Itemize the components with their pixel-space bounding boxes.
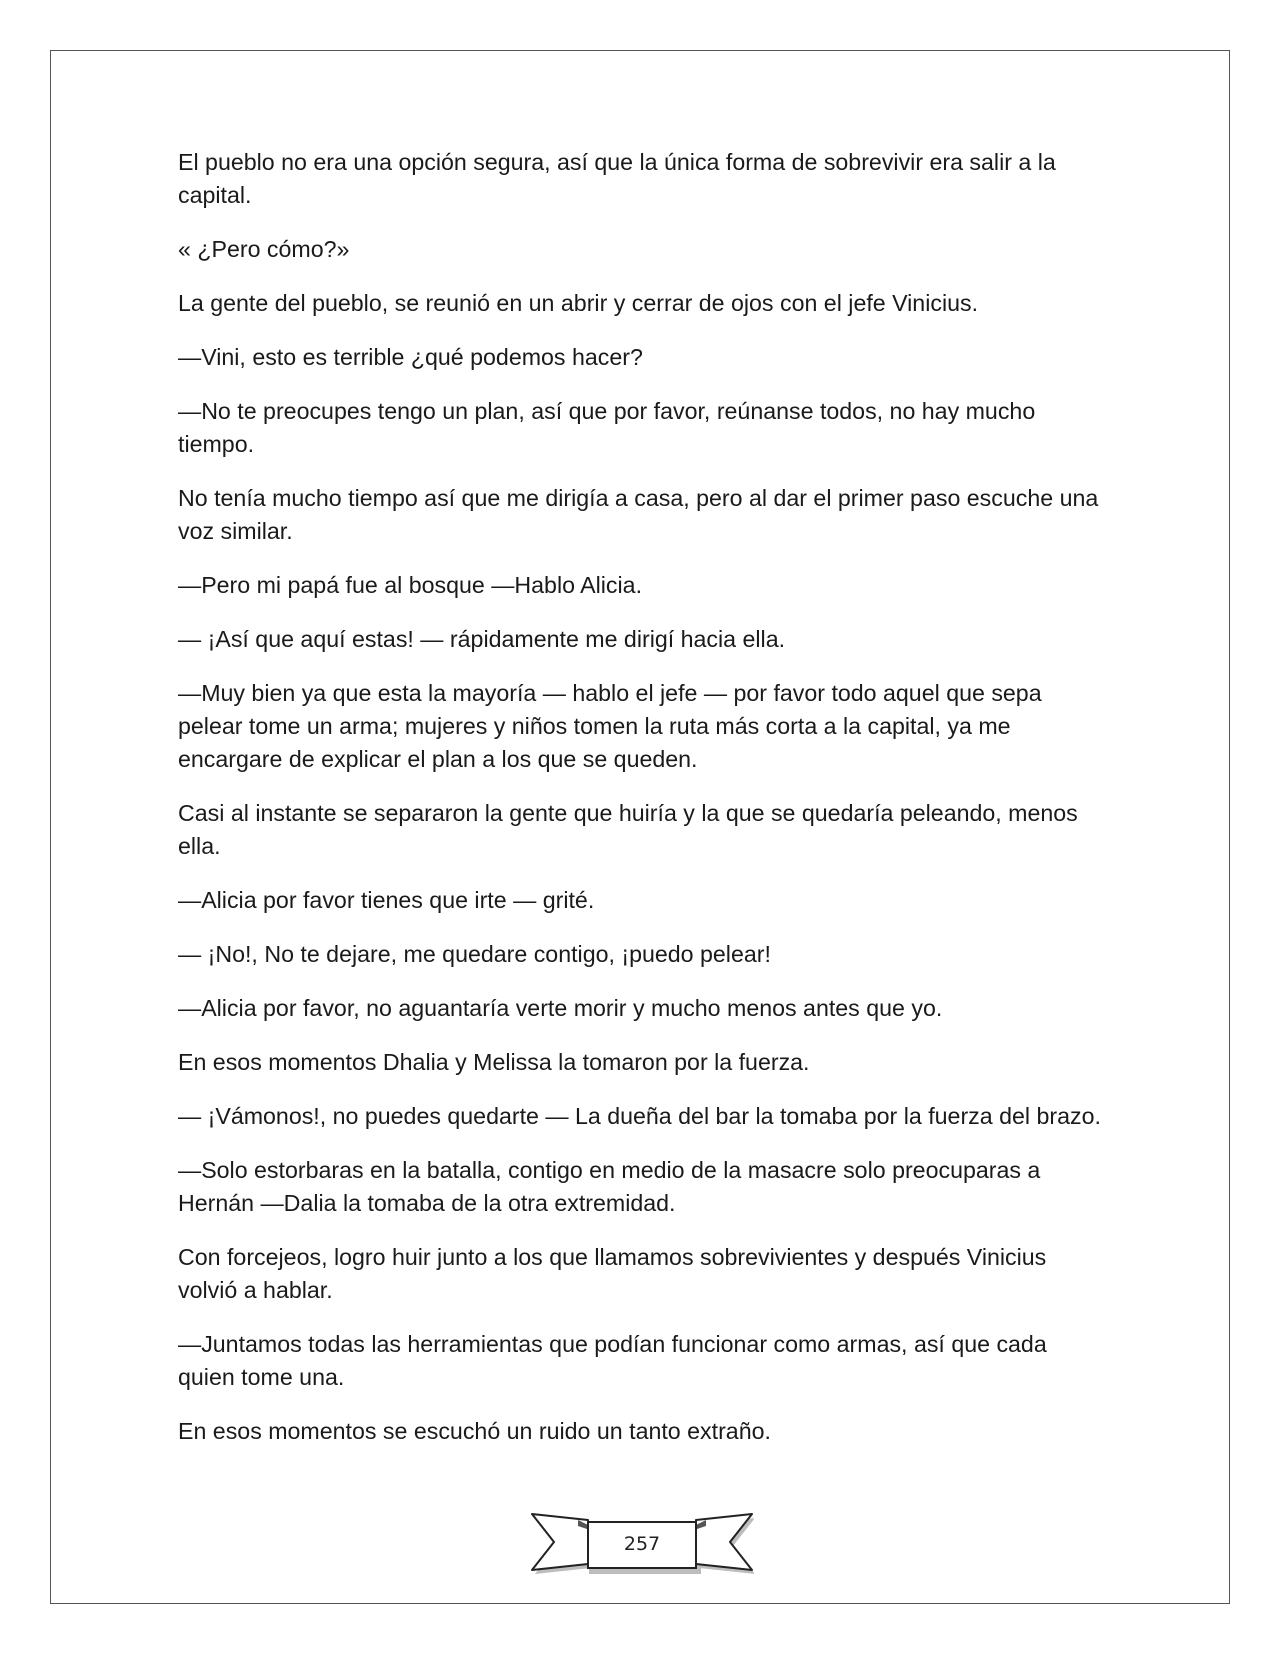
paragraph: Con forcejeos, logro huir junto a los que llamamos sobrevivientes y después Vinicius volvió a hablar. (178, 1244, 1047, 1303)
paragraph: — ¡Vámonos!, no puedes quedarte — La dueña del bar la tomaba por la fuerza del brazo. (178, 1103, 1101, 1129)
paragraph: —Vini, esto es terrible ¿qué podemos hacer? (178, 344, 643, 370)
body-text (178, 146, 1108, 1469)
paragraph: —Pero mi papá fue al bosque —Hablo Alicia. (178, 572, 643, 598)
paragraph: No tenía mucho tiempo así que me dirigía a casa, pero al dar el primer paso escuche una voz similar. (178, 485, 1099, 544)
paragraph: —No te preocupes tengo un plan, así que por favor, reúnanse todos, no hay mucho tiempo. (178, 398, 1036, 457)
paragraph: Casi al instante se separaron la gente que huiría y la que se quedaría peleando, menos ella. (178, 800, 1078, 859)
paragraph: — ¡Así que aquí estas! — rápidamente me dirigí hacia ella. (178, 626, 786, 652)
paragraph: — ¡No!, No te dejare, me quedare contigo, ¡puedo pelear! (178, 941, 771, 967)
page-number-banner (530, 1512, 754, 1584)
paragraph: El pueblo no era una opción segura, así que la única forma de sobrevivir era salir a la capital. (178, 149, 1056, 208)
paragraph: —Juntamos todas las herramientas que podían funcionar como armas, así que cada quien tome una. (178, 1331, 1047, 1390)
paragraph: —Solo estorbaras en la batalla, contigo en medio de la masacre solo preocuparas a Hernán —Dalia la tomaba de la otra extremidad. (178, 1157, 1041, 1216)
paragraph: « ¿Pero cómo?» (178, 236, 350, 262)
paragraph: —Alicia por favor, no aguantaría verte morir y mucho menos antes que yo. (178, 995, 943, 1021)
paragraph: En esos momentos Dhalia y Melissa la tomaron por la fuerza. (178, 1049, 810, 1075)
paragraph: —Alicia por favor tienes que irte — grité. (178, 887, 595, 913)
paragraph: En esos momentos se escuchó un ruido un tanto extraño. (178, 1418, 771, 1444)
page-number: 257 (623, 1533, 661, 1555)
paragraph: —Muy bien ya que esta la mayoría — hablo el jefe — por favor todo aquel que sepa pelear tome un arma; mujeres y niños tomen la ruta más corta a la capital, ya me encargare de explicar el plan a los que se queden. (178, 680, 1042, 772)
paragraph: La gente del pueblo, se reunió en un abrir y cerrar de ojos con el jefe Vinicius. (178, 290, 979, 316)
